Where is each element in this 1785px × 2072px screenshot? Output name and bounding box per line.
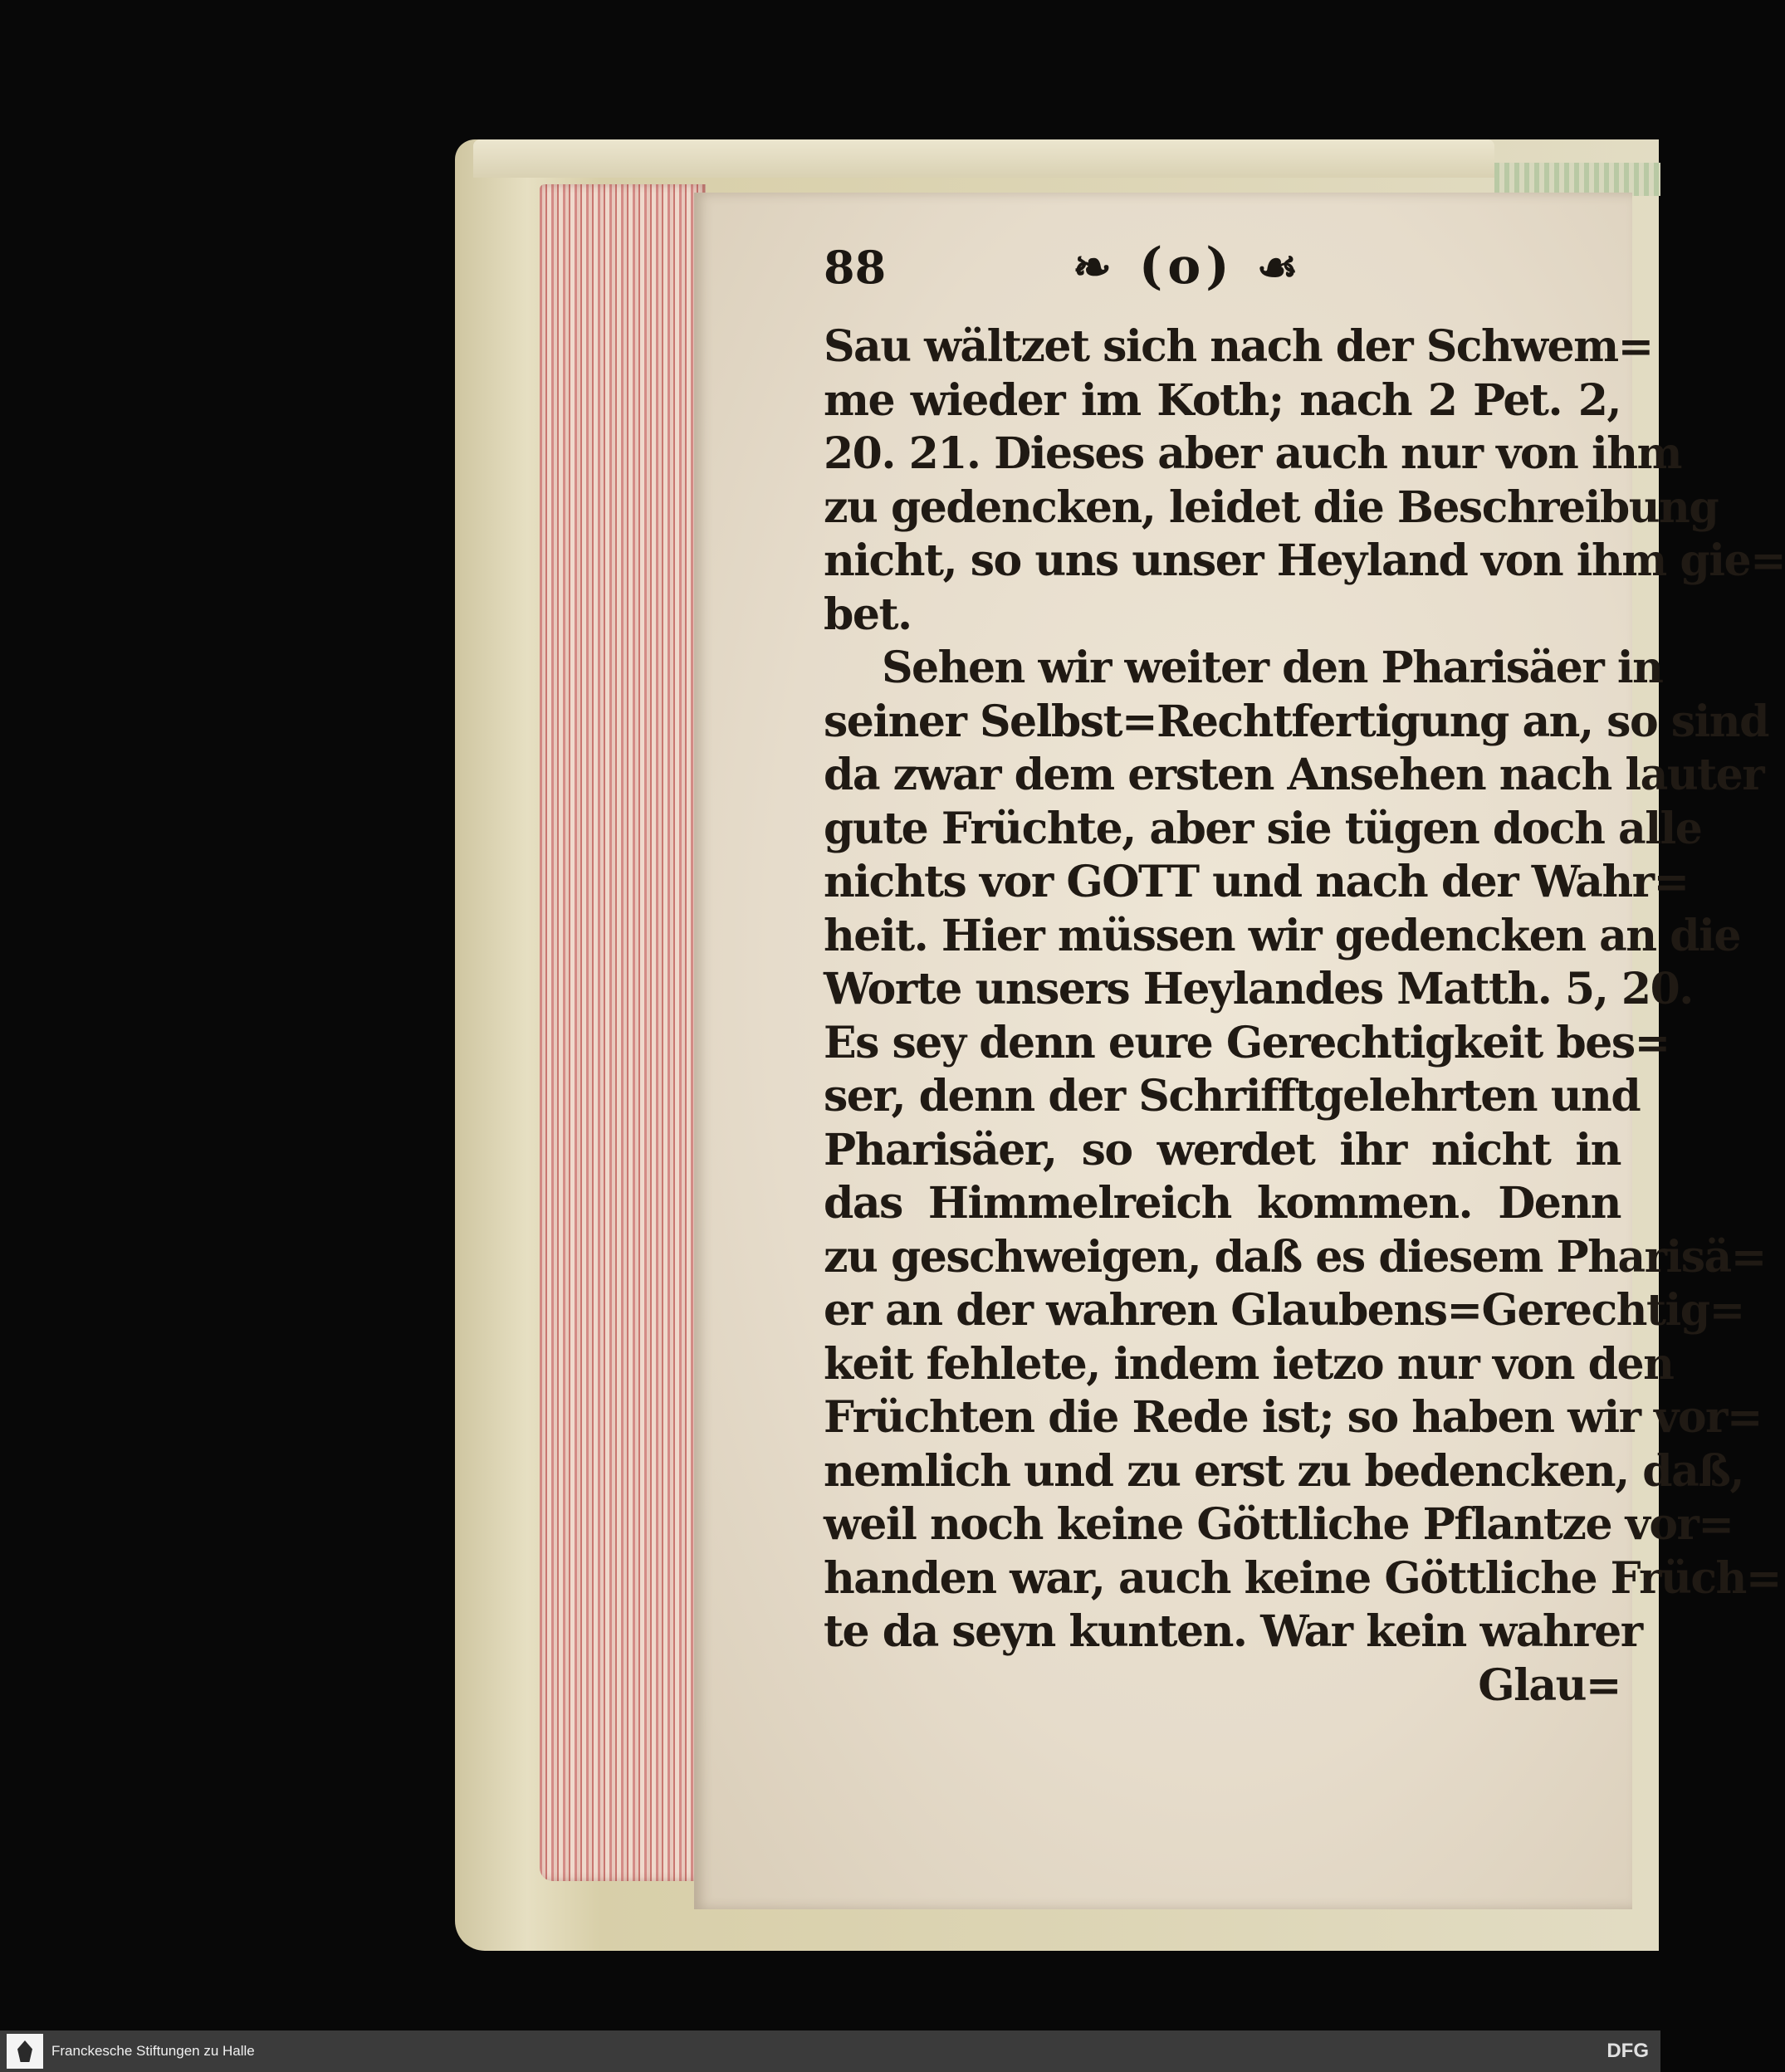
text-line: heit. Hier müssen wir gedencken an die [824,910,1740,961]
text-line: gute Früchte, aber sie tügen doch alle [824,803,1702,854]
funder-logo[interactable]: DFG [1606,2040,1649,2062]
text-line: handen war, auch keine Göttliche Früch= [824,1552,1781,1604]
text-line: Sehen wir weiter den Pharisäer in [882,643,1663,693]
scripture-quote-line: Pharisäer, so werdet ihr nicht in [824,1124,1621,1175]
body-text [824,320,1785,1713]
text-line: da zwar dem ersten Ansehen nach lauter [824,750,1764,800]
text-line: me wieder im Koth; nach 2 Pet. 2, [824,374,1621,426]
page-header [824,237,1621,315]
text-line: zu geschweigen, daß es diesem Pharisä= [824,1231,1766,1283]
text-line: er an der wahren Glaubens=Gerechtig= [824,1285,1744,1336]
book-page [694,193,1785,1909]
text-line: 20. 21. Dieses aber auch nur von ihm [824,428,1682,479]
viewer-footer [0,2030,1660,2072]
text-line: Worte unsers Heylandes Matth. 5, 20. [824,964,1693,1014]
text-line: keit fehlete, indem ietzo nur von den [824,1338,1674,1390]
text-line: Sau wältzet sich nach der Schwem= [824,321,1653,372]
text-line: te da seyn kunten. War kein wahrer [824,1606,1642,1657]
binding-top-edge [473,139,1494,178]
text-line: seiner Selbst=Rechtfertigung an, so sind [824,696,1768,747]
green-cover-edge [1494,163,1660,196]
text-line: bet. [824,589,912,640]
institution-logo-icon[interactable] [7,2034,43,2069]
page-number: 88 [824,241,887,294]
page-content [824,237,1785,1713]
scripture-quote-line: Es sey denn eure Gerechtigkeit bes= [824,1017,1670,1068]
running-head-text: (o) [1138,237,1235,296]
logo-mark-icon [17,2040,32,2062]
ornament-left-icon: ❧ [1073,240,1117,295]
scripture-quote-line: ser, denn der Schrifftgelehrten und [824,1071,1641,1122]
red-page-edges [540,184,706,1881]
text-line: nicht, so uns unser Heyland von ihm gie= [824,535,1785,586]
text-line: weil noch keine Göttliche Pflantze vor= [824,1499,1734,1550]
ornament-right-icon: ☙ [1256,240,1303,295]
text-line: Früchten die Rede ist; so haben wir vor= [824,1392,1762,1443]
text-line: nichts vor GOTT und nach der Wahr= [824,857,1689,907]
institution-name[interactable]: Franckesche Stiftungen zu Halle [51,2043,255,2059]
text-line: nemlich und zu erst zu bedencken, daß, [824,1445,1743,1497]
running-head [1073,237,1303,296]
catchword: Glau= [1478,1659,1621,1711]
text-line: zu gedencken, leidet die Beschreibung [824,481,1719,533]
scripture-quote-line: das Himmelreich kommen. Denn [824,1178,1621,1229]
